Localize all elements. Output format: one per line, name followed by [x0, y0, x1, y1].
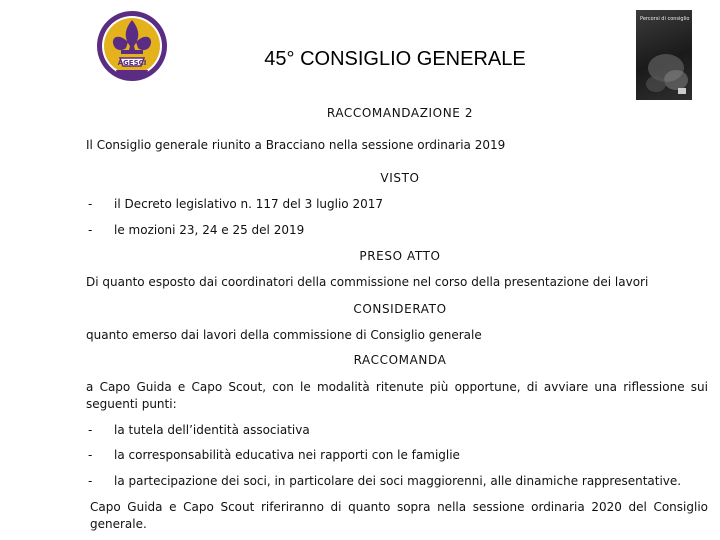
considerato-text: quanto emerso dai lavori della commissione di Consiglio generale: [86, 328, 482, 342]
cover-title: Percorsi di consiglio: [640, 16, 690, 22]
list-dash: -: [88, 474, 93, 488]
list-dash: -: [88, 448, 93, 462]
heading-considerato: CONSIDERATO: [353, 302, 447, 316]
raccomanda-text: a Capo Guida e Capo Scout, con le modalità ritenute più opportune, di avviare una riflessione sui seguenti punti:: [86, 380, 708, 411]
list-dash: -: [88, 423, 93, 437]
raccomanda-item: la tutela dell’identità associativa: [114, 423, 310, 437]
heading-visto: VISTO: [380, 171, 420, 185]
logo-text: AGESCI: [117, 59, 147, 67]
closing-text: Capo Guida e Capo Scout riferiranno di quanto sopra nella sessione ordinaria 2020 del Consiglio generale.: [90, 500, 708, 531]
heading-raccomandazione: RACCOMANDAZIONE 2: [326, 106, 474, 120]
list-dash: -: [88, 223, 93, 237]
page-title: 45° CONSIGLIO GENERALE: [264, 48, 526, 70]
visto-item: il Decreto legislativo n. 117 del 3 luglio 2017: [114, 197, 383, 211]
preso-atto-text: Di quanto esposto dai coordinatori della commissione nel corso della presentazione dei lavori: [86, 275, 649, 289]
visto-item: le mozioni 23, 24 e 25 del 2019: [114, 223, 305, 237]
heading-raccomanda: RACCOMANDA: [353, 353, 447, 367]
raccomanda-item: la partecipazione dei soci, in particolare dei soci maggiorenni, alle dinamiche rappresentative.: [114, 474, 682, 488]
heading-preso-atto: PRESO ATTO: [359, 249, 441, 263]
raccomanda-item: la corresponsabilità educativa nei rapporti con le famiglie: [114, 448, 460, 462]
list-dash: -: [88, 197, 93, 211]
intro-text: Il Consiglio generale riunito a Bracciano nella sessione ordinaria 2019: [86, 138, 506, 152]
